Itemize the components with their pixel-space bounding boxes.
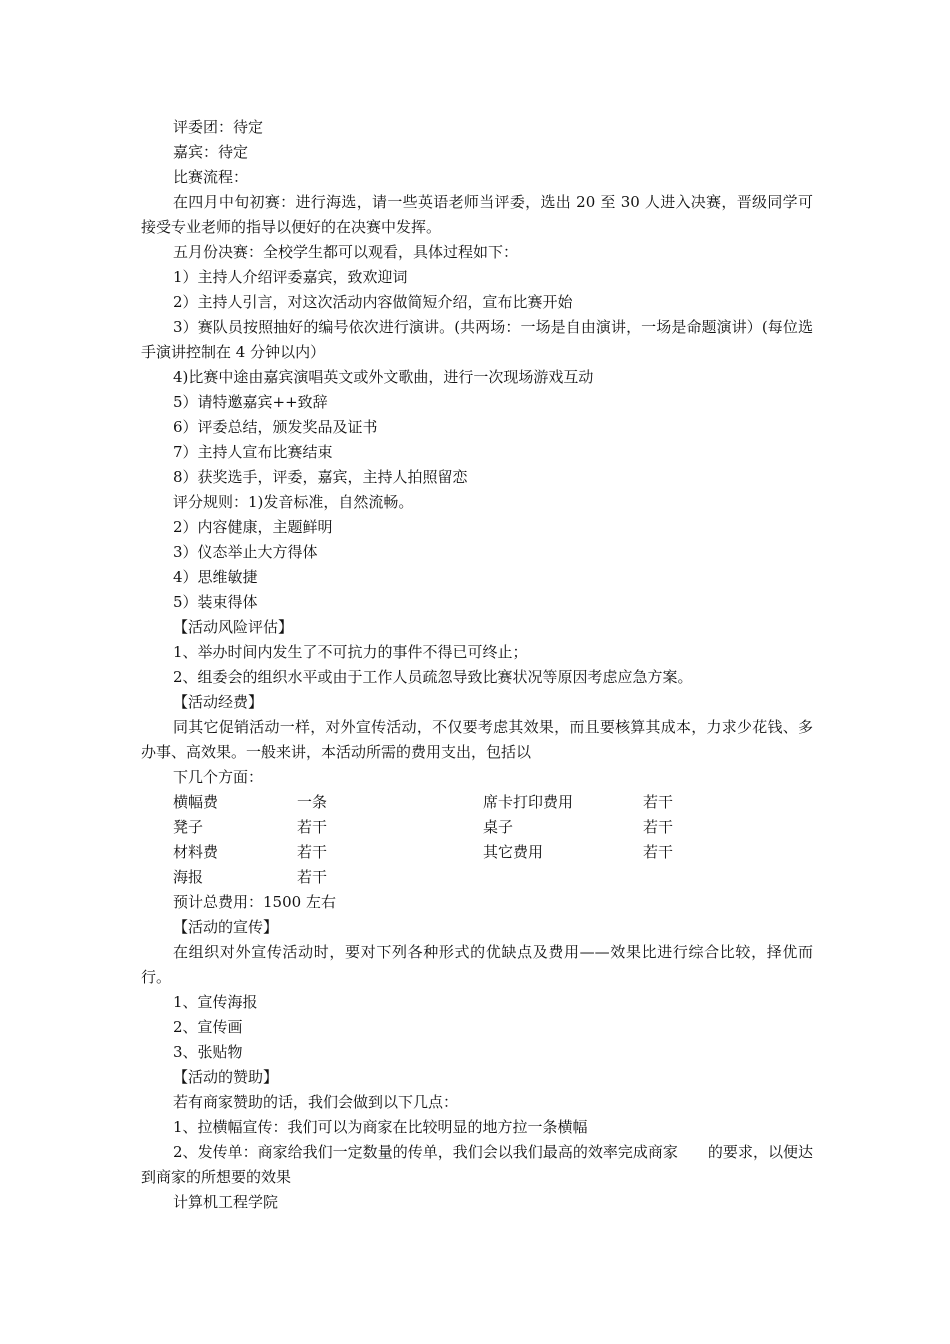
budget-paragraph: 同其它促销活动一样，对外宣传活动，不仅要考虑其效果，而且要核算其成本，力求少花钱、多办事、高效果。一般来讲，本活动所需的费用支出，包括以: [141, 718, 813, 761]
cost-qty: 若干: [643, 818, 674, 836]
cost-item: 桌子: [483, 818, 514, 836]
rules-5: 5）装束得体: [173, 593, 258, 611]
cost-row: [141, 865, 813, 890]
sponsor-paragraph: 若有商家赞助的话，我们会做到以下几点：: [173, 1093, 459, 1111]
sponsor-2: 2、发传单：商家给我们一定数量的传单，我们会以我们最高的效率完成商家 的要求，以便达到商家的所想要的效果: [141, 1143, 813, 1186]
footer-org: 计算机工程学院: [173, 1193, 279, 1211]
prelim-paragraph: 在四月中旬初赛：进行海选，请一些英语老师当评委，选出 20 至 30 人进入决赛，晋级同学可接受专业老师的指导以便好的在决赛中发挥。: [141, 193, 813, 236]
cost-qty: 若干: [297, 843, 328, 861]
promo-2: 2、宣传画: [173, 1018, 243, 1036]
promo-1: 1、宣传海报: [173, 993, 258, 1011]
rules-3: 3）仪态举止大方得体: [173, 543, 318, 561]
cost-row: [141, 815, 813, 840]
cost-row: [141, 790, 813, 815]
final-paragraph: 五月份决赛：全校学生都可以观看，具体过程如下：: [173, 243, 519, 261]
rules-4: 4）思维敏捷: [173, 568, 258, 586]
cost-qty: 若干: [643, 843, 674, 861]
risk-heading: 【活动风险评估】: [173, 618, 294, 636]
cost-item: 材料费: [173, 843, 219, 861]
cost-item: 其它费用: [483, 843, 544, 861]
judges-line: 评委团：待定: [173, 118, 264, 136]
cost-qty: 若干: [297, 868, 328, 886]
process-title: 比赛流程：: [173, 168, 249, 186]
step-2: 2）主持人引言，对这次活动内容做简短介绍，宣布比赛开始: [173, 293, 573, 311]
cost-qty: [643, 865, 723, 890]
budget-heading: 【活动经费】: [173, 693, 264, 711]
document-page: [141, 115, 813, 1215]
cost-qty: 一条: [297, 793, 328, 811]
promo-3: 3、张贴物: [173, 1043, 243, 1061]
cost-item: 凳子: [173, 818, 204, 836]
rules-2: 2）内容健康，主题鲜明: [173, 518, 333, 536]
cost-qty: 若干: [643, 793, 674, 811]
step-7: 7）主持人宣布比赛结束: [173, 443, 333, 461]
sponsor-heading: 【活动的赞助】: [173, 1068, 279, 1086]
sponsor-1: 1、拉横幅宣传：我们可以为商家在比较明显的地方拉一条横幅: [173, 1118, 588, 1136]
promo-heading: 【活动的宣传】: [173, 918, 279, 936]
step-1: 1）主持人介绍评委嘉宾，致欢迎词: [173, 268, 408, 286]
cost-item: 横幅费: [173, 793, 219, 811]
cost-qty: 若干: [297, 818, 328, 836]
budget-paragraph-cont: 下几个方面：: [173, 768, 264, 786]
cost-item: 海报: [173, 868, 204, 886]
guests-line: 嘉宾：待定: [173, 143, 249, 161]
cost-item: 席卡打印费用: [483, 793, 574, 811]
cost-item: [483, 865, 643, 890]
cost-table: [141, 790, 813, 890]
step-3: 3）赛队员按照抽好的编号依次进行演讲。(共两场：一场是自由演讲，一场是命题演讲）(每位选手演讲控制在 4 分钟以内）: [141, 318, 813, 361]
promo-paragraph: 在组织对外宣传活动时，要对下列各种形式的优缺点及费用——效果比进行综合比较，择优而行。: [141, 943, 813, 986]
risk-2: 2、组委会的组织水平或由于工作人员疏忽导致比赛状况等原因考虑应急方案。: [173, 668, 693, 686]
risk-1: 1、举办时间内发生了不可抗力的事件不得已可终止；: [173, 643, 528, 661]
step-8: 8）获奖选手，评委，嘉宾，主持人拍照留恋: [173, 468, 468, 486]
rules-1: 评分规则：1)发音标准，自然流畅。: [173, 493, 414, 511]
step-6: 6）评委总结，颁发奖品及证书: [173, 418, 378, 436]
step-4: 4)比赛中途由嘉宾演唱英文或外文歌曲，进行一次现场游戏互动: [173, 368, 594, 386]
step-5: 5）请特邀嘉宾++致辞: [173, 393, 328, 411]
cost-row: [141, 840, 813, 865]
total-cost: 预计总费用：1500 左右: [173, 893, 336, 911]
